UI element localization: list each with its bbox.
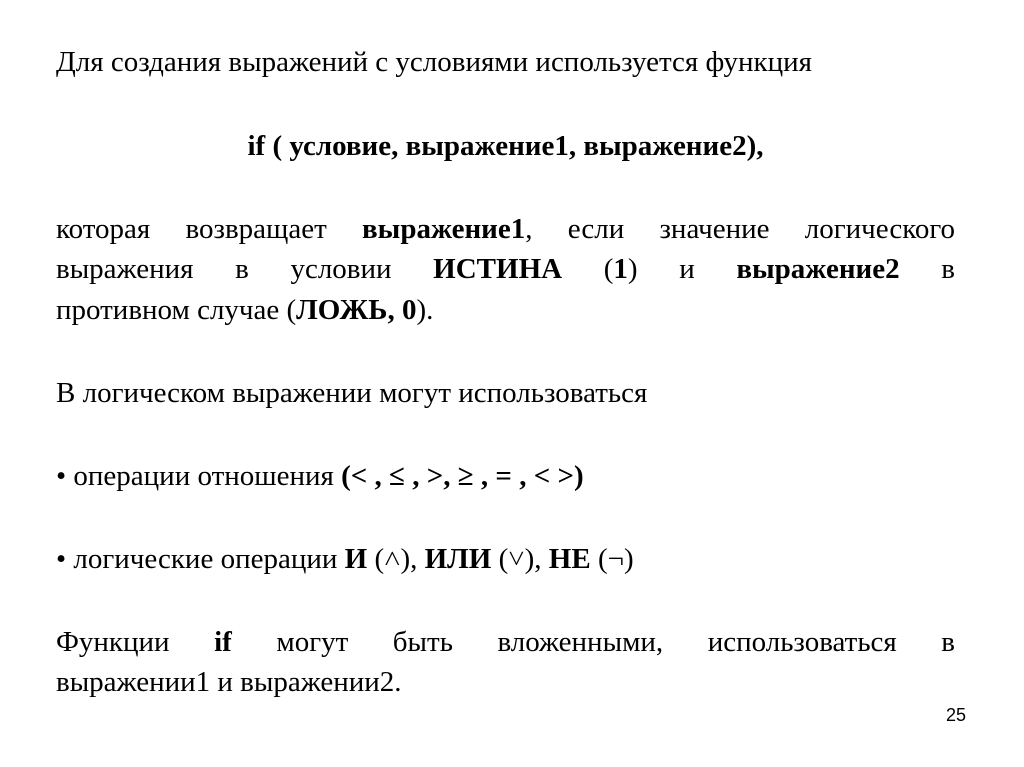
description-text: выражения в условии [56, 253, 434, 285]
formula-text: if ( условие, выражение1, выражение2), [247, 130, 764, 162]
description-text: в [899, 253, 955, 285]
bullet-relational-operations [56, 460, 955, 493]
bullet-text: • логические операции [56, 543, 345, 575]
bullet-text: (¬) [590, 543, 634, 575]
nested-bold: if [214, 626, 232, 658]
nested-line-1 [56, 626, 955, 659]
page-number: 25 [945, 705, 966, 725]
description-line-3 [56, 294, 955, 327]
formula [56, 130, 955, 163]
description-bold: выражение2 [736, 253, 900, 285]
description-text: ( [562, 253, 614, 285]
description-line-1 [56, 213, 955, 246]
description-bold: ЛОЖЬ, 0 [296, 294, 417, 326]
bullet-logical-operations [56, 543, 955, 576]
bullet-text: • операции отношения [56, 460, 342, 492]
logic-intro: В логическом выражении могут использоваться [56, 377, 648, 409]
description-bold: выражение1 [362, 213, 526, 245]
description-text: ). [416, 294, 434, 326]
description-bold: 1 [613, 253, 628, 285]
logical-op-and: И [344, 543, 368, 575]
description-text: противном случае ( [56, 294, 297, 326]
nested-text: Функции [56, 626, 215, 658]
nested-line-2: выражении1 и выражении2. [56, 666, 402, 698]
logical-op-or: ИЛИ [424, 543, 492, 575]
description-line-2 [56, 253, 955, 286]
bullet-text: (˅), [491, 543, 549, 575]
description-bold: ИСТИНА [433, 253, 563, 285]
description-text: ) и [627, 253, 737, 285]
description-text: , если значение логического [525, 213, 956, 245]
bullet-text: (˄), [367, 543, 425, 575]
relational-operators: (< , ≤ , >, ≥ , = , < >) [341, 460, 584, 492]
description-text: которая возвращает [56, 213, 363, 245]
logical-op-not: НЕ [548, 543, 591, 575]
nested-text: могут быть вложенными, использоваться в [231, 626, 955, 658]
slide [56, 0, 955, 767]
intro-text: Для создания выражений с условиями используется функция [56, 46, 813, 78]
